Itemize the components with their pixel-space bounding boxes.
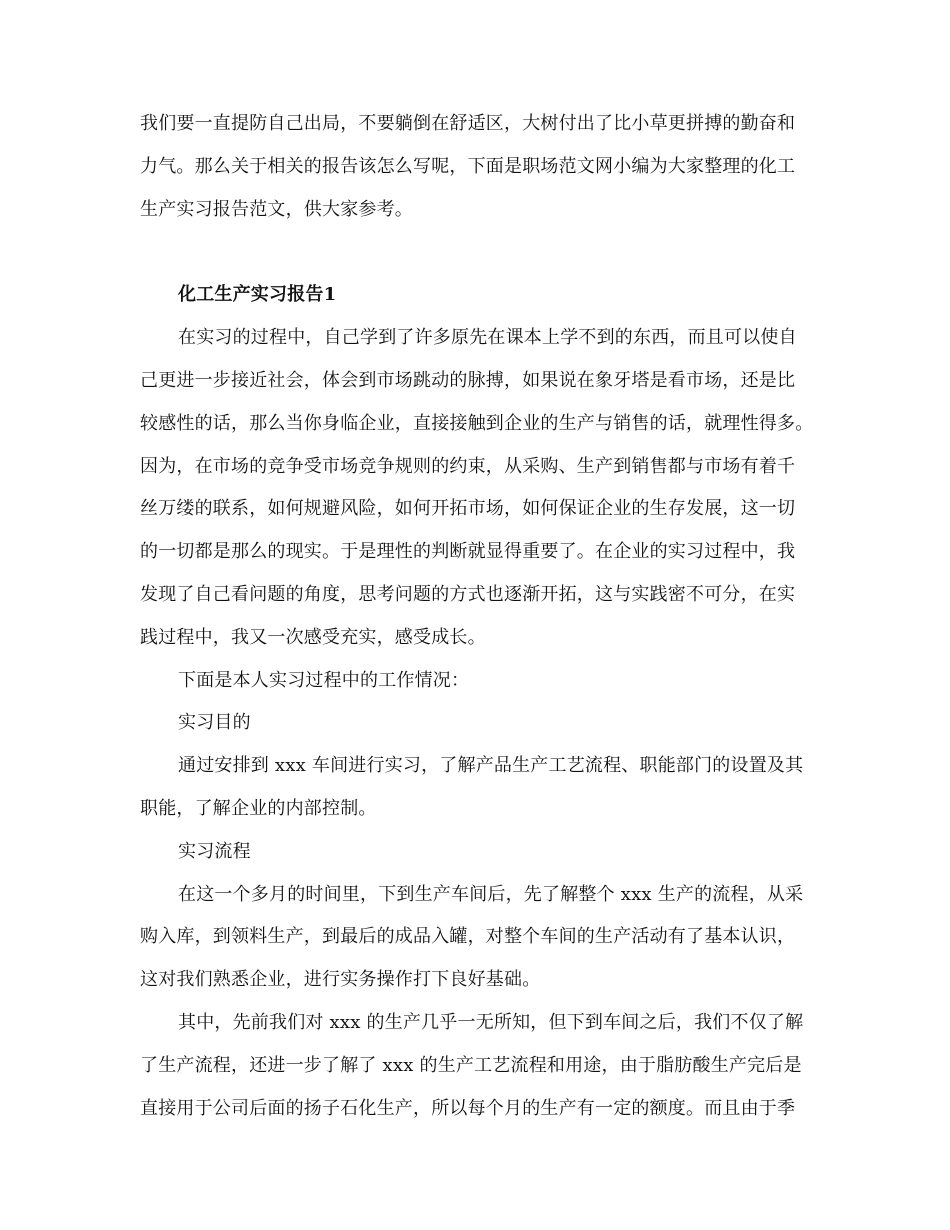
- paragraph-line: 购入库，到领料生产，到最后的成品入罐，对整个车间的生产活动有了基本认识，: [140, 926, 796, 947]
- paragraph-line: 了生产流程，还进一步了解了 xxx 的生产工艺流程和用途，由于脂肪酸生产完后是: [140, 1055, 802, 1076]
- intro-line: 力气。那么关于相关的报告该怎么写呢，下面是职场范文网小编为大家整理的化工: [140, 156, 796, 177]
- paragraph-line: 在实习的过程中，自己学到了许多原先在课本上学不到的东西，而且可以使自: [178, 327, 797, 348]
- paragraph-line: 较感性的话，那么当你身临企业，直接接触到企业的生产与销售的话，就理性得多。: [140, 413, 814, 434]
- paragraph-line: 直接用于公司后面的扬子石化生产，所以每个月的生产有一定的额度。而且由于季: [140, 1098, 796, 1119]
- paragraph-line: 因为，在市场的竞争受市场竞争规则的约束，从采购、生产到销售都与市场有着千: [140, 456, 796, 477]
- paragraph-line: 己更进一步接近社会，体会到市场跳动的脉搏，如果说在象牙塔是看市场，还是比: [140, 370, 796, 391]
- paragraph-line: 通过安排到 xxx 车间进行实习，了解产品生产工艺流程、职能部门的设置及其: [178, 755, 804, 776]
- paragraph-line: 丝万缕的联系，如何规避风险，如何开拓市场，如何保证企业的生存发展，这一切: [140, 498, 796, 519]
- paragraph-line: 其中，先前我们对 xxx 的生产几乎一无所知，但下到车间之后，我们不仅了解: [178, 1012, 804, 1033]
- paragraph-line: 职能，了解企业的内部控制。: [140, 798, 377, 819]
- intro-line: 生产实习报告范文，供大家参考。: [140, 199, 413, 220]
- report-title: 化工生产实习报告1: [178, 284, 337, 305]
- intro-line: 我们要一直提防自己出局，不要躺倒在舒适区，大树付出了比小草更拼搏的勤奋和: [140, 113, 796, 134]
- paragraph-line: 在这一个多月的时间里，下到生产车间后，先了解整个 xxx 生产的流程，从采: [178, 884, 804, 905]
- paragraph-line: 发现了自己看问题的角度，思考问题的方式也逐渐开拓，这与实践密不可分，在实: [140, 584, 796, 605]
- section-title: 实习流程: [178, 841, 251, 862]
- paragraph-line: 践过程中，我又一次感受充实，感受成长。: [140, 627, 486, 648]
- paragraph-line: 下面是本人实习过程中的工作情况：: [178, 670, 470, 691]
- paragraph-line: 的一切都是那么的现实。于是理性的判断就显得重要了。在企业的实习过程中，我: [140, 541, 796, 562]
- paragraph-line: 这对我们熟悉企业，进行实务操作打下良好基础。: [140, 969, 541, 990]
- section-title: 实习目的: [178, 712, 251, 733]
